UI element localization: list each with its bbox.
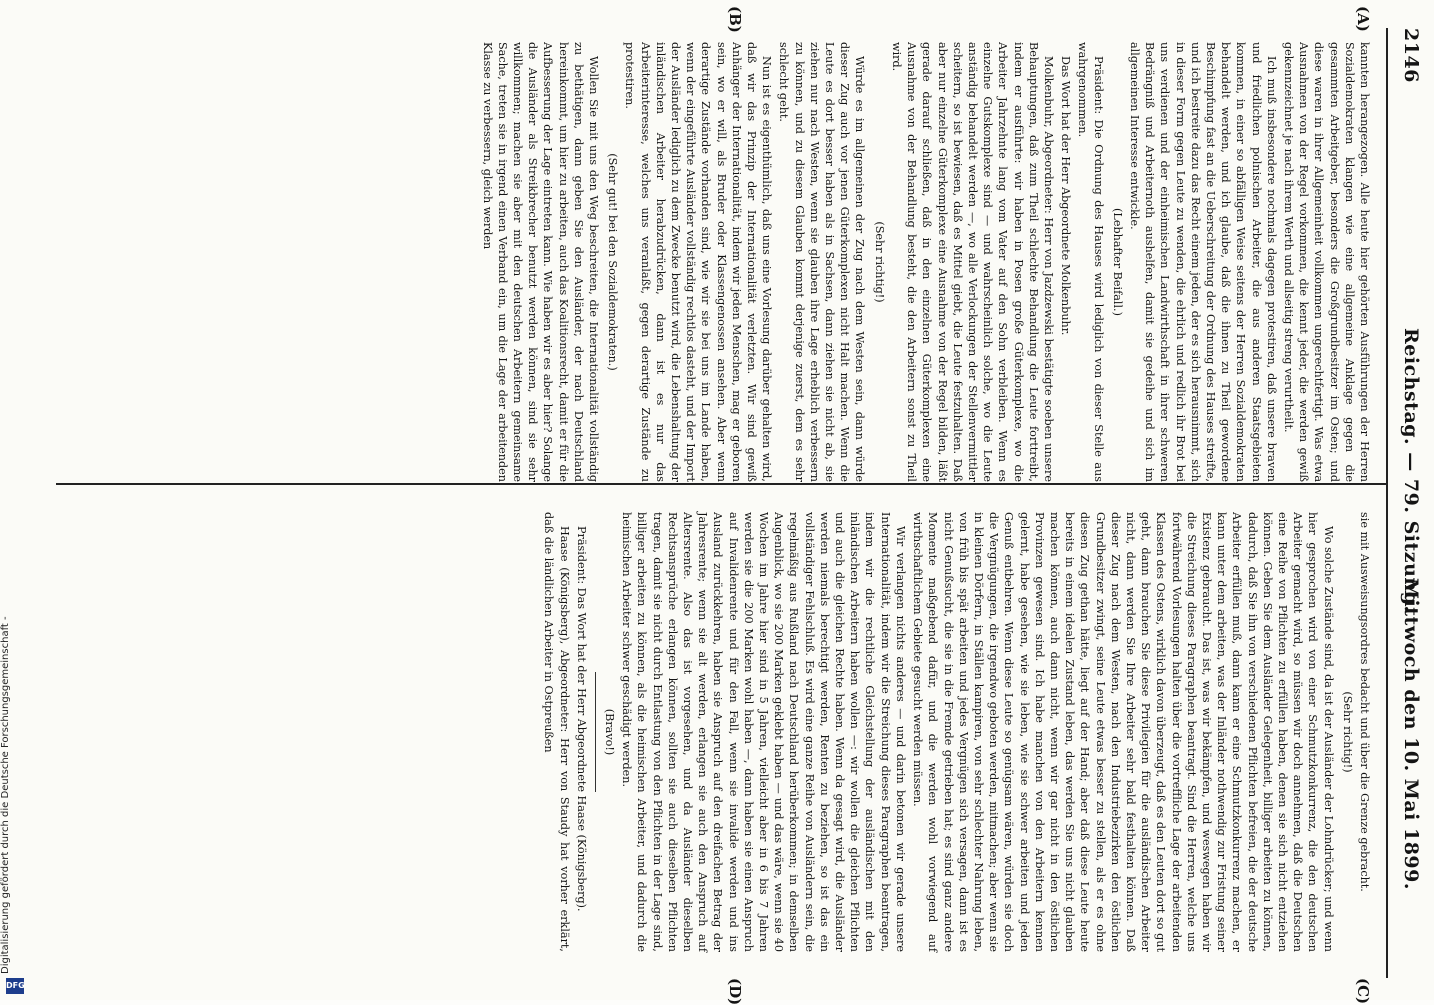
header-rule — [1386, 28, 1388, 978]
header-title: Reichstag. — 79. Sitzung. — [1400, 328, 1422, 613]
paragraph: Ich muß insbesondere nochmals dagegen protestiren, daß unsere braven und friedlichen polnischen Arbeiter, die aus anderen Staatsgebieten kommen, in einer so abfälligen Weise seitens der Herren Sozialdemokraten behandelt werden, und ich glaube, daß die ihnen zu Theil gewordene Beschimpfung fast an die Ueberschreitung der Ordnung des Hauses streifte, und ich bestreite dazu das Recht einem jeden, der es sich herausnimmt, sich in dieser Form gegen Leute zu wenden, die ehrlich und redlich ihr Brot bei uns verdienen und der einheimischen Landwirthschaft in ihrer schweren Bedrängniß und Arbeiternoth aushelfen, damit sie gedeihe und sich im allgemeinen Interesse entwickle. — [1127, 42, 1278, 482]
digitization-credit — [1, 608, 31, 998]
separator-line — [595, 672, 596, 792]
margin-marker-b: (B) — [726, 6, 744, 33]
credit-text: Digitalisierung gefördert durch die Deutsche Forschungsgemeinschaft - — [0, 616, 11, 974]
paragraph: Würde es im allgemeinen der Zug nach dem Westen sein, dann würde dieser Zug auch vor jenen Güterkomplexen nicht Halt machen. Wenn die Leute es dort besser haben als in Sachsen, dann ziehen sie nicht ab, sie ziehen nur nach Westen, wenn sie glauben ihre Lage erheblich verbessern zu können, und zu diesem Glauben kommt derjenige zuerst, dem es sehr schlecht geht. — [777, 42, 867, 482]
right-column — [539, 512, 1372, 952]
president-remark: Präsident: Das Wort hat der Herr Abgeordnete Haase (Königsberg). — [574, 526, 588, 912]
applause-note: (Sehr richtig!) — [1340, 691, 1354, 773]
paragraph: Wo solche Zustände sind, da ist der Ausländer der Lohndrücker; und wenn hier gesprochen wird von einer Schmutzkonkurrenz, die den deutschen Arbeiter gemacht wird, so müssen wir doch annehmen, daß die Deutschen eine Reihe von Pflichten zu erfüllen haben, denen sie sich nicht entziehen können. Geben Sie dem Ausländer Gelegenheit, billiger arbeiten zu können, dadurch, daß Sie ihn von verschiedenen Pflichten befreien, die der deutsche Arbeiter erfüllen muß, dann kann er eine Schmutzkonkurrenz machen, er kann unter dem arbeiten, was der Inländer nothwendig zur Fristung seiner Existenz gebraucht. Das ist, was wir bekämpfen, und weswegen haben wir die Streichung dieses Paragraphen beantragt. Sind die Herren, welche uns fortwährend Vorlesungen halten über die vortreffliche Lage der arbeitenden Klassen des Ostens, wirklich davon überzeugt, daß es den Leuten dort so gut geht, dann brauchen Sie diese Privilegien für die ausländischen Arbeiter nicht, dann werden Sie Ihre Arbeiter sehr bald festhalten können. Daß dieser Zug nach dem Westen, nach den Industriebezirken den östlichen Grundbesitzer zwingt, seine Leute etwas besser zu stellen, als er es ohne diesen Zug gethan hätte, liegt auf der Hand; aber daß diese Leute heute bereits in einem idealen Zustand leben, das werden Sie uns nicht glauben machen können, auch dann nicht, wenn wir gar nicht in den östlichen Provinzen gewesen sind. Ich habe manchen von den Arbeitern kennen gelernt, habe gesehen, wie sie leben, wie sie schwer arbeiten und jeden Genuß entbehren. Wenn diese Leute so genügsam wären, würden sie doch die Vergnügungen, die irgendwo geboten werden, mitmachen; aber wenn sie in kleinen Dörfern, in Ställen kampiren, von sehr schlechter Nahrung leben, von früh bis spät arbeiten und jedes Vergnügen sich versagen, dann ist es nicht Genußsucht, die sie in die Fremde getrieben hat; es sind ganz andere Momente maßgebend dafür, und die werden wohl vorwiegend auf wirthschaftlichem Gebiete gesucht werden müssen. — [911, 512, 1335, 952]
header-date: Mittwoch den 10. Mai 1899. — [1400, 578, 1422, 890]
paragraph: Wir verlangen nichts anderes — und darin betonen wir gerade unsere Internationalität, indem wir die Streichung dieses Paragraphen beantragen, indem wir die rechtliche Gleichstellung der ausländischen mit den inländischen Arbeitern haben wollen —: wir wollen die gleichen Pflichten und auch die gleichen Rechte haben. Wenn da gesagt wird, die Ausländer werden niemals berechtigt werden, Renten zu beziehen, so ist das ein vollständiger Fehlschluß. Es wird eine ganze Reihe von Ausländern sein, die regelmäßig aus Rußland nach Deutschland herüberkommen; in demselben Augenblick, wo sie 200 Marken geklebt haben — und das wäre, wenn sie 40 Wochen im Jahre hier sind in 5 Jahren, vielleicht aber in 6 bis 7 Jahren werden sie die 200 Marken wohl haben —, dann haben sie einen Anspruch auf Invalidenrente und für den Fall, wenn sie invalide werden und ins Ausland zurückkehren, haben sie Anspruch auf den dreifachen Betrag der Jahresrente; wenn sie alt werden, erlangen sie auch den Anspruch auf Altersrente. Also das ist vorgesehen, und da Ausländer dieselben Rechtsansprüche erlangen können, sollten sie auch dieselben Pflichten tragen, damit sie nicht durch Entlastung von den Pflichten in der Lage sind, billiger arbeiten zu können, als die heimischen Arbeiter, und dadurch die heimischen Arbeiter schwer geschädigt werden. — [620, 512, 907, 952]
column-divider — [56, 483, 1386, 485]
applause-note: (Lebhafter Beifall.) — [1110, 208, 1124, 316]
paragraph: Wollen Sie mit uns den Weg beschreiten, die Internationalität vollständig zu bethätigen, dann geben Sie den Ausländer, der nach Deutschland hereinkommt, um hier zu arbeiten, auch das Koalitionsrecht, damit er für die Aufbesserung der Lage eintreten kann. Wie haben wir es aber hier? Solange die Ausländer als Streikbrecher benutzt werden können, sind sie sehr willkommen; machen sie aber mit den deutschen Arbeitern gemeinsame Sache, treten sie in irgend einen Verband ein, um die Lage der arbeitenden Klasse zu verbessern, gleich werden — [480, 42, 601, 482]
dfg-logo: DFG — [6, 978, 24, 994]
applause-note: (Sehr richtig!) — [872, 221, 886, 303]
margin-marker-a: (A) — [1354, 6, 1372, 32]
page-number: 2146 — [1400, 28, 1422, 83]
paragraph: sie mit Ausweisungsordres bedacht und über die Grenze gebracht. — [1358, 512, 1371, 892]
margin-marker-d: (D) — [726, 978, 744, 1005]
speaker-paragraph: Haase (Königsberg), Abgeordneter: Herr von Staudy hat vorher erklärt, daß die ländlichen Arbeiter in Ostpreußen — [542, 512, 571, 952]
applause-note: (Bravo!) — [603, 708, 617, 756]
page-header — [1388, 28, 1422, 978]
applause-note: (Sehr gut! bei den Sozialdemokraten.) — [606, 153, 620, 371]
paragraph: kannten herangezogen. Alle heute hier gehörten Ausführungen der Herren Sozialdemokraten klangen wie eine allgemeine Anklage gegen die gesammten Arbeitgeber, besonders die Großgrundbesitzer im Osten; und diese waren in ihrer Allgemeinheit vollkommen ungerechtfertigt. Was etwa Ausnahmen von der Regel vorkommen, die kennt jeder, die werden gewiß gekennzeichnet je nach ihrem Werth und allseitig streng verurtheilt. — [1281, 42, 1371, 482]
paragraph: Das Wort hat der Herr Abgeordnete Molkenbuhr. — [1059, 56, 1073, 336]
left-column — [477, 42, 1372, 482]
speaker-paragraph: Molkenbuhr, Abgeordneter: Herr von Jazdzewski bestätigte soeben unsere Behauptungen, daß zum Theil schlechte Behandlung die Leute forttreibt, indem er ausführte: wir haben in Posen große Güterkomplexe, wo die Arbeiter Jahrzehnte lang vom Vater auf den Sohn verbleiben. Wenn es einzelne Gutskomplexe sind — und wahrscheinlich solche, wo die Leute anständig behandelt werden —, wo alle Verlockungen der Stellenvermittler scheitern, so ist bewiesen, daß es Mittel giebt, die Leute festzuhalten. Daß aber nur einzelne Güterkomplexe eine Ausnahme von der Regel bilden, läßt gerade darauf schließen, daß in den einzelnen Güterkomplexen eine Ausnahme von der Behandlung besteht, die den Arbeitern sonst zu Theil wird. — [889, 42, 1055, 482]
margin-marker-c: (C) — [1354, 978, 1372, 1005]
paragraph: Nun ist es eigenthümlich, daß uns eine Vorlesung darüber gehalten wird, daß wir das Prinzip der Internationalität verletzten. Wir sind gewiß Anhänger der Internationalität, indem wir jeden Menschen, mag er geboren sein, wo er will, als Bruder oder Klassengenossen ansehen. Aber wenn derartige Zustände vorhanden sind, wie wir sie bei uns im Lande haben, wenn der eingeführte Ausländer vollständig rechtlos dasteht, und der Import der Ausländer lediglich zu dem Zwecke benutzt wird, die Lebenshaltung der inländischen Arbeiter herabzudrücken, dann ist es nur das Arbeiterinteresse, welches uns veranlaßt, gegen derartige Zustände zu protestiren. — [623, 42, 774, 482]
president-remark: Präsident: Die Ordnung des Hauses wird lediglich von dieser Stelle aus wahrgenommen. — [1076, 42, 1105, 482]
